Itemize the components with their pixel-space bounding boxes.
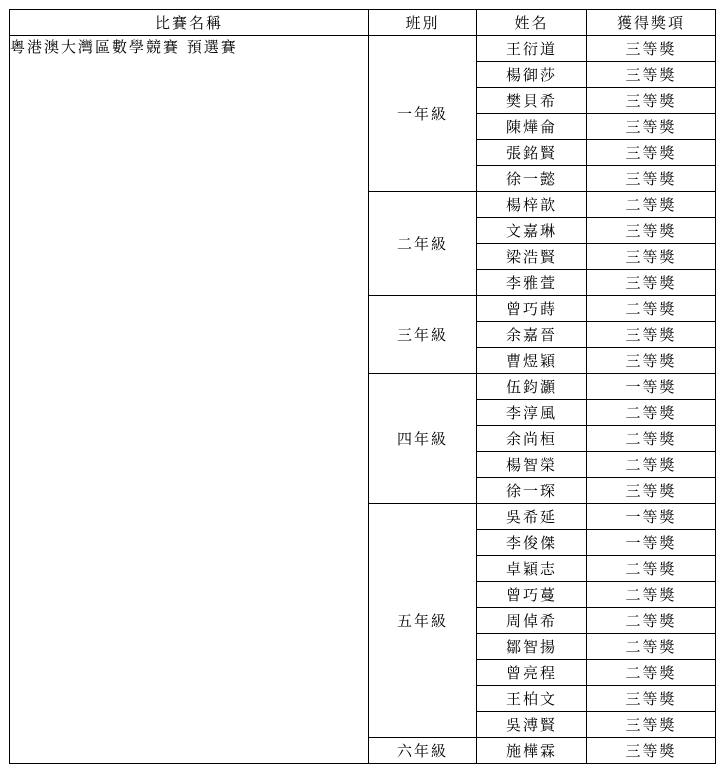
header-name: 姓名 — [477, 10, 587, 36]
student-name: 施樺霖 — [477, 738, 587, 764]
award-level: 三等獎 — [587, 88, 716, 114]
grade-cell: 六年級 — [369, 738, 477, 764]
student-name: 徐一懿 — [477, 166, 587, 192]
award-level: 二等獎 — [587, 400, 716, 426]
award-level: 三等獎 — [587, 244, 716, 270]
grade-cell: 三年級 — [369, 296, 477, 374]
student-name: 李俊傑 — [477, 530, 587, 556]
award-level: 三等獎 — [587, 686, 716, 712]
award-level: 三等獎 — [587, 166, 716, 192]
student-name: 陳燁侖 — [477, 114, 587, 140]
award-level: 三等獎 — [587, 478, 716, 504]
student-name: 余嘉晉 — [477, 322, 587, 348]
table-row — [10, 36, 716, 62]
grade-cell: 一年級 — [369, 36, 477, 192]
student-name: 楊御莎 — [477, 62, 587, 88]
award-level: 三等獎 — [587, 322, 716, 348]
award-level: 二等獎 — [587, 556, 716, 582]
award-level: 二等獎 — [587, 660, 716, 686]
student-name: 曾巧蒔 — [477, 296, 587, 322]
student-name: 鄒智揚 — [477, 634, 587, 660]
award-level: 二等獎 — [587, 634, 716, 660]
header-award: 獲得獎項 — [587, 10, 716, 36]
student-name: 吳溥賢 — [477, 712, 587, 738]
student-name: 梁浩賢 — [477, 244, 587, 270]
grade-cell: 二年級 — [369, 192, 477, 296]
student-name: 徐一琛 — [477, 478, 587, 504]
award-level: 三等獎 — [587, 218, 716, 244]
award-level: 二等獎 — [587, 426, 716, 452]
student-name: 王柏文 — [477, 686, 587, 712]
award-level: 三等獎 — [587, 36, 716, 62]
award-level: 三等獎 — [587, 114, 716, 140]
student-name: 伍鈞灝 — [477, 374, 587, 400]
header-class: 班別 — [369, 10, 477, 36]
student-name: 王衍道 — [477, 36, 587, 62]
grade-cell: 四年級 — [369, 374, 477, 504]
student-name: 余尚桓 — [477, 426, 587, 452]
award-level: 二等獎 — [587, 582, 716, 608]
student-name: 李雅萱 — [477, 270, 587, 296]
award-level: 一等獎 — [587, 504, 716, 530]
award-level: 三等獎 — [587, 270, 716, 296]
student-name: 文嘉琳 — [477, 218, 587, 244]
student-name: 曾亮程 — [477, 660, 587, 686]
student-name: 吳希延 — [477, 504, 587, 530]
award-level: 二等獎 — [587, 452, 716, 478]
student-name: 卓穎志 — [477, 556, 587, 582]
student-name: 張銘賢 — [477, 140, 587, 166]
award-level: 一等獎 — [587, 530, 716, 556]
award-level: 一等獎 — [587, 374, 716, 400]
award-level: 三等獎 — [587, 712, 716, 738]
student-name: 周倬希 — [477, 608, 587, 634]
award-level: 二等獎 — [587, 192, 716, 218]
award-level: 三等獎 — [587, 140, 716, 166]
header-competition: 比賽名稱 — [10, 10, 369, 36]
student-name: 楊梓歆 — [477, 192, 587, 218]
award-level: 二等獎 — [587, 296, 716, 322]
student-name: 曹煜穎 — [477, 348, 587, 374]
student-name: 樊貝希 — [477, 88, 587, 114]
student-name: 曾巧蔓 — [477, 582, 587, 608]
award-level: 三等獎 — [587, 62, 716, 88]
student-name: 李淳風 — [477, 400, 587, 426]
grade-cell: 五年級 — [369, 504, 477, 738]
competition-name: 粵港澳大灣區數學競賽 預選賽 — [10, 36, 369, 764]
award-level: 二等獎 — [587, 608, 716, 634]
student-name: 楊智榮 — [477, 452, 587, 478]
header-row — [10, 10, 716, 36]
table-body — [10, 36, 716, 764]
award-level: 三等獎 — [587, 738, 716, 764]
award-level: 三等獎 — [587, 348, 716, 374]
award-results-table — [9, 9, 716, 764]
